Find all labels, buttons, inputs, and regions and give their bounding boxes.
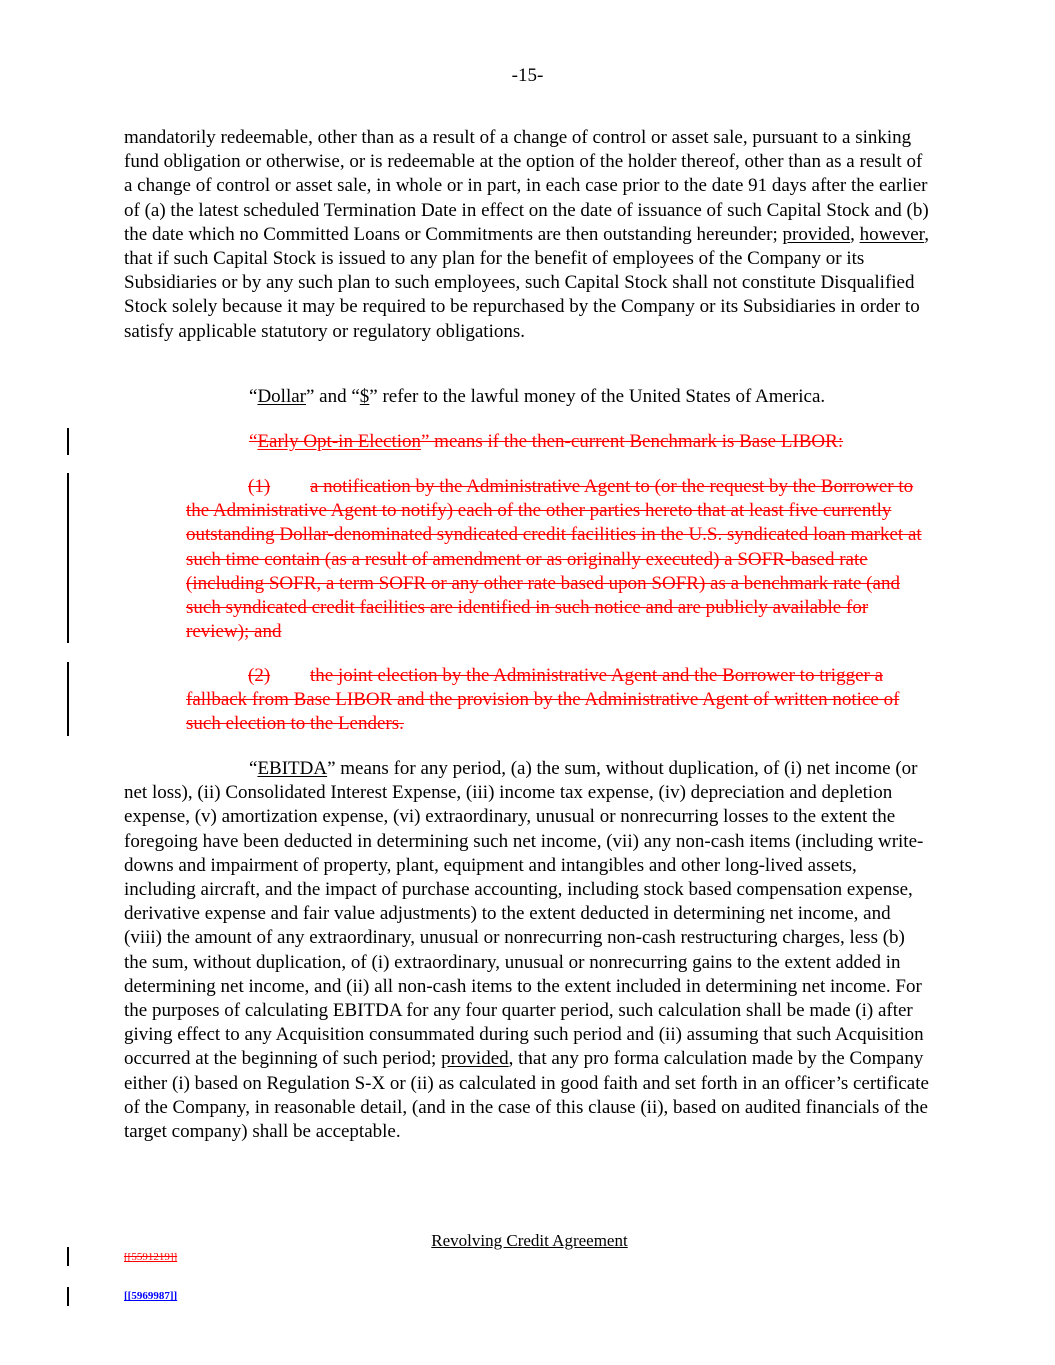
quote: “ xyxy=(249,386,258,407)
clause-text: a notification by the Administrative Agent to (or the request by the Borrower to the Administrative Agent to notify) each of the other parties hereto that at least five currently outstanding Dollar-denominated syndicated credit facilities in the U.S. syndicated loan market at such time contain (as a result of amendment or as originally executed) a SOFR-based rate (including SOFR, a term SOFR or any other rate based upon SOFR) as a benchmark rate (and such syndicated credit facilities are identified in such notice and are publicly available for review); and xyxy=(186,476,922,643)
change-bar xyxy=(67,473,69,643)
clause-2-deleted xyxy=(186,664,926,737)
text: ” refer to the lawful money of the United States of America. xyxy=(369,386,826,407)
change-bar xyxy=(67,662,69,736)
text: ” and “ xyxy=(305,386,360,407)
text: , that if such Capital Stock is issued to any plan for the benefit of employees of the Company or its Subsidiaries or by any such plan to such employees, such Capital Stock shall not constitute Disqualified Stock solely because it may be required to be repurchased by the Company or its Subsidiaries in order to satisfy applicable statutory or regulatory obligations. xyxy=(124,223,929,342)
change-bar xyxy=(67,428,69,455)
footer-title-text: Revolving Credit Agreement xyxy=(431,1231,628,1250)
change-bar xyxy=(67,1287,69,1306)
quote: “ xyxy=(249,431,258,452)
inserted-document-id: [[5969987]] xyxy=(124,1290,178,1302)
defined-term-ebitda: EBITDA xyxy=(257,758,328,779)
clause-1-deleted xyxy=(186,475,926,644)
text: , xyxy=(850,223,860,245)
change-bar xyxy=(67,1247,69,1266)
provided-term: provided xyxy=(441,1048,509,1070)
paragraph-disqualified-stock-continued xyxy=(124,126,929,344)
quote: “ xyxy=(249,758,258,779)
defined-term-dollar: Dollar xyxy=(257,386,306,407)
text: mandatorily redeemable, other than as a result of a change of control or asset sale, pursuant to a sinking fund obligation or otherwise, or is redeemable at the option of the holder thereof, other than as a result of a change of control or asset sale, in whole or in part, in each case prior to the date 91 days after the earlier of (a) the latest scheduled Termination Date in effect on the date of issuance of such Capital Stock and (b) the date which no Committed Loans or Commitments are then outstanding hereunder; xyxy=(124,127,929,245)
page-number: -15- xyxy=(511,65,544,86)
footer-title xyxy=(0,1231,1055,1251)
defined-term-dollar-sign: $ xyxy=(359,386,370,407)
clause-text: the joint election by the Administrative Agent and the Borrower to trigger a fallback from Base LIBOR and the provision by the Administrative Agent of written notice of such election to the Lenders. xyxy=(186,665,900,735)
definition-ebitda xyxy=(124,757,929,1144)
however-term: however xyxy=(859,223,925,245)
definition-dollar xyxy=(124,385,929,409)
text: , that any pro forma calculation made by the Company either (i) based on Regulation S-X or (ii) as calculated in good faith and set forth in an officer’s certificate of the Company, in reasonable detail, (and in the case of this clause (ii), based on audited financials of the target company) shall be acceptable. xyxy=(124,1048,929,1143)
defined-term-early-opt-in-election: Early Opt-in Election xyxy=(257,431,421,452)
text: ” means for any period, (a) the sum, without duplication, of (i) net income (or net loss), (ii) Consolidated Interest Expense, (iii) income tax expense, (iv) depreciation and depletion expense, (v) amortization expense, (vi) extraordinary, unusual or nonrecurring losses to the extent the foregoing have been deducted in determining such net income, (vii) any non-cash items (including write-downs and impairment of property, plant, equipment and intangibles and other long-lived assets, including aircraft, and the impact of purchase accounting, including stock based compensation expense, derivative expense and fair value adjustments) to the extent deducted in determining net income, and (viii) the amount of any extraordinary, unusual or nonrecurring non-cash restructuring charges, less (b) the sum, without duplication, of (i) extraordinary, unusual or nonrecurring gains to the extent added in determining net income, and (ii) all non-cash items to the extent included in determining net income. For the purposes of calculating EBITDA for any four quarter period, such calculation shall be made (i) after giving effect to any Acquisition consummated during such period and (ii) assuming that such Acquisition occurred at the beginning of such period; xyxy=(124,758,924,1070)
deleted-document-id: [[5591219]] xyxy=(124,1251,178,1263)
clause-number: (2) xyxy=(248,665,271,686)
provided-term: provided xyxy=(782,223,851,245)
text: ” means if the then-current Benchmark is Base LIBOR: xyxy=(421,431,844,452)
definition-early-opt-in-election-deleted xyxy=(124,430,929,454)
clause-number: (1) xyxy=(248,476,271,497)
